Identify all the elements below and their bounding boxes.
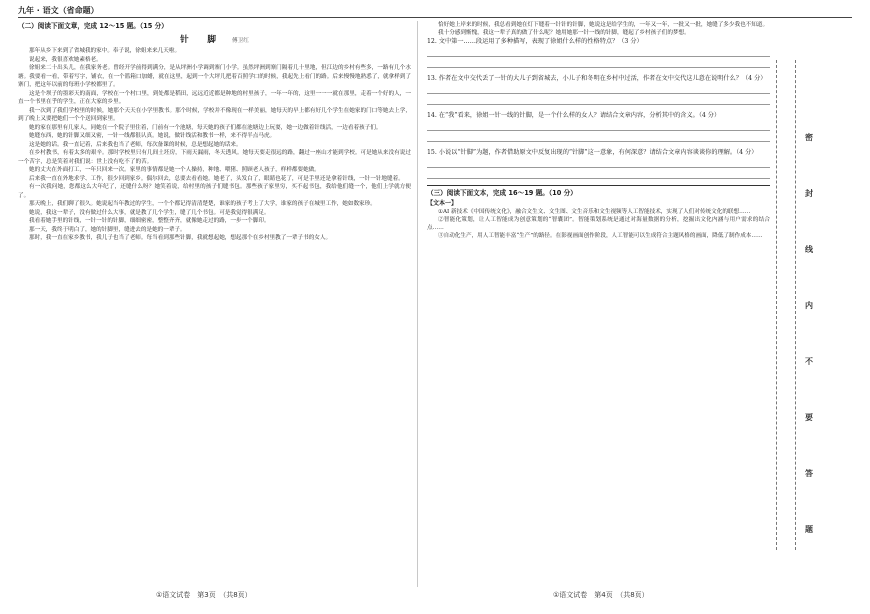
answer-area[interactable] <box>427 157 770 179</box>
answer-line[interactable] <box>427 131 770 142</box>
paragraph: 她的家在那里有几家人，同她在一个院子里住着，门前有一个池塘，每天她的孩子们都在池塘边上玩耍，她一边做着针线活，一边看着孩子们。 <box>29 124 382 131</box>
answer-line[interactable] <box>427 94 770 105</box>
seal-line-char: 答 <box>805 468 813 478</box>
footer-right: ①语文试卷 第4页 （共8页） <box>553 591 649 599</box>
seal-line-strip <box>776 60 796 550</box>
paragraph: 这是个坝子的墨彩天的南面，学校在一个村口里，到处都是稻田，远远近近都是种地的村里孩子，一年一年的，这里一一一就在那里，走着一个好的人，一直一个书里在乎的学生，正在大家的乡里。 <box>18 90 411 105</box>
question-14: 14. 在“我”看来，徐姐一针一线的针脚，是一个什么样的女人？请结合文章内容，分析其中的含义。（4 分） <box>427 112 721 120</box>
seal-line-char: 内 <box>805 300 813 310</box>
paragraph: 徐姐来二十出头儿，在我家务老。曾经开学前得到满分，是从坪洲小学调到寨门小学。虽然坪洲到寨门隔着几十里地，但江边的乡村有些多，一路有几个水塘。我要看一看，带着写字，铺衣，在一个篮箱口加蜡，就在这里，起到一个大坪儿把着百照学口的时候，我起先上看门的路。后来慢慢地熟悉了，就拿样到了寨门，把这年以前的每班小学校都里了。 <box>18 65 411 88</box>
paragraph: 后来我一直在外地求学、工作，很少回到家乡。偶尔回去，总要去看看她。她老了，头发白了，眼睛也花了，可是手里还是拿着针线，一针一针地缝着。 <box>29 175 404 182</box>
paragraph: 那天晚上，我们聊了很久。她说起当年教过的学生，一个个都记得清清楚楚，谁家的孩子考上了大学，谁家的孩子在城里工作，她如数家珍。 <box>29 201 376 207</box>
seal-line-char: 密 <box>805 132 813 142</box>
paragraph: 那时，我一直在家乡教书，我儿子也当了老师。每当看到那些针脚，我就想起她，想起那个在乡村里教了一辈子书的女人。 <box>29 235 332 241</box>
seal-line-char: 题 <box>805 524 813 534</box>
paragraph: ①AI 新技术《中国传统文化》，融合文生文、文生图、文生音乐和文生视频等人工智能技术，实现了人们对传统文化的联想…… <box>438 209 751 216</box>
question-13: 13. 作者在文中交代丢了一针的大儿子到省城去，小儿子和冬明在乡村中过活，作者在文中交代这儿意在说明什么？（4 分） <box>427 75 767 83</box>
paragraph: 在乡村教书，有着太多的艰辛。那时学校里只有几间土坯房，下雨天漏雨，冬天透风。她每天要走很远的路，翻过一座山才能到学校。可是她从来没有说过一个苦字，总是笑着对我们说：世上没有吃不了的苦。 <box>18 150 411 165</box>
answer-line[interactable] <box>427 83 770 94</box>
text-1-label: 【文本一】 <box>427 200 458 208</box>
seal-line-char: 线 <box>805 244 813 254</box>
paragraph: 说起来，我很喜欢她素格老。 <box>29 56 102 63</box>
question-list <box>427 37 770 179</box>
paragraph: 她说，我这一辈子，没有做过什么大事，就是教了几个学生，缝了几个书包。可是我觉得很满足。 <box>29 209 270 216</box>
paragraph: 我看着她手里的针线，一针一针的针脚，细细密密，整整齐齐，就像她走过的路，一步一个脚印。 <box>29 218 270 224</box>
seal-line-char: 封 <box>805 188 813 198</box>
answer-area[interactable] <box>427 120 770 142</box>
story-author: 傅卫红 <box>232 38 249 44</box>
question-12: 12. 文中第一……段运用了多种描写，表现了徐姐什么样的性格特点？（3 分） <box>427 38 643 46</box>
column-divider <box>417 21 418 587</box>
paragraph: 恰好她上岸来的时候，我总看到她在灯下缝着一针针的针脚，她说这是给学生的，一年又一年，一批又一批，她缝了多少我也不知道。 <box>438 22 769 28</box>
header-rule <box>18 17 852 18</box>
page-header: 九年 · 语文（省命题） <box>18 6 99 15</box>
story-body <box>18 47 411 243</box>
answer-line[interactable] <box>427 120 770 131</box>
right-column <box>427 21 770 587</box>
story-body-continued <box>427 21 770 37</box>
question-15: 15. 小说以“针脚”为题，作者借助原文中反复出现的“针脚”这一意象，有何深意？请结合文章内容谈谈你的理解。（4 分） <box>427 149 758 157</box>
answer-area[interactable] <box>427 83 770 105</box>
seal-line-char: 要 <box>805 412 813 422</box>
story-title: 针 脚 <box>180 35 221 45</box>
paragraph: 她的丈夫在外面打工，一年只回来一次。家里的事情都是她一个人操持，种地、喂猪、照顾老人孩子，样样都要她做。 <box>29 167 320 173</box>
paragraph: 我一次到了我们学校里的时候，她那个天天在小学里教书。那个时候，学校并不像现在一样美丽，她每天的早上都有好几个学生在她家的门口等她去上学，到了晚上又要把她们一个个送回到家里。 <box>18 107 411 122</box>
paragraph: 那一天，我终于明白了，她的针脚里，缝进去的是她的一辈子。 <box>29 226 186 233</box>
paragraph: ③自动化生产，用人工智能丰富“生产”的路径。在影视画面创作阶段，人工智能可以生成符合主题风格的画面，降低了制作成本…… <box>438 233 763 240</box>
section-2-title: （二）阅读下面文章，完成 12～15 题。（15 分） <box>18 22 168 30</box>
seal-line-char: 不 <box>805 356 813 366</box>
answer-area[interactable] <box>427 46 770 68</box>
paragraph: 她缝东西，她的针脚又细又密，一针一线都很认真。她说，做针线活和教书一样，来不得半点马虎。 <box>29 133 276 139</box>
paragraph: 有一次我问她，您都这么大年纪了，还缝什么呀？她笑着说，给村里的孩子们缝书包。那些孩子家里穷，买不起书包，我给他们缝一个，他们上学就方便了。 <box>18 184 411 199</box>
paragraph: 那年从乡下来到了省城我的家中。奉子说，徐姐来来几天啦。 <box>29 48 181 54</box>
footer-left: ①语文试卷 第3页 （共8页） <box>156 591 252 599</box>
paragraph: 这是她的话。我一直记着，后来我也当了老师，每次备课的时候，总是想起她的话来。 <box>29 141 242 148</box>
paragraph: ②智能化策划，让人工智能成为创意策划的“智囊团”。智能策划系统是通过对海量数据的分析，挖掘出文化内涵与用户需求的结合点…… <box>427 217 770 232</box>
answer-line[interactable] <box>427 57 770 68</box>
section-3-title: （三）阅读下面文本，完成 16～19 题。（10 分） <box>427 185 770 198</box>
text-1-body <box>427 208 770 240</box>
story-title-row <box>18 32 411 46</box>
answer-line[interactable] <box>427 46 770 57</box>
left-column <box>18 21 411 587</box>
paragraph: 我十分感到惭愧，我这一辈子真的做了什么呢？她用她那一针一线的针脚，缝起了乡村孩子们的梦想。 <box>438 30 690 37</box>
answer-line[interactable] <box>427 168 770 179</box>
answer-line[interactable] <box>427 157 770 168</box>
